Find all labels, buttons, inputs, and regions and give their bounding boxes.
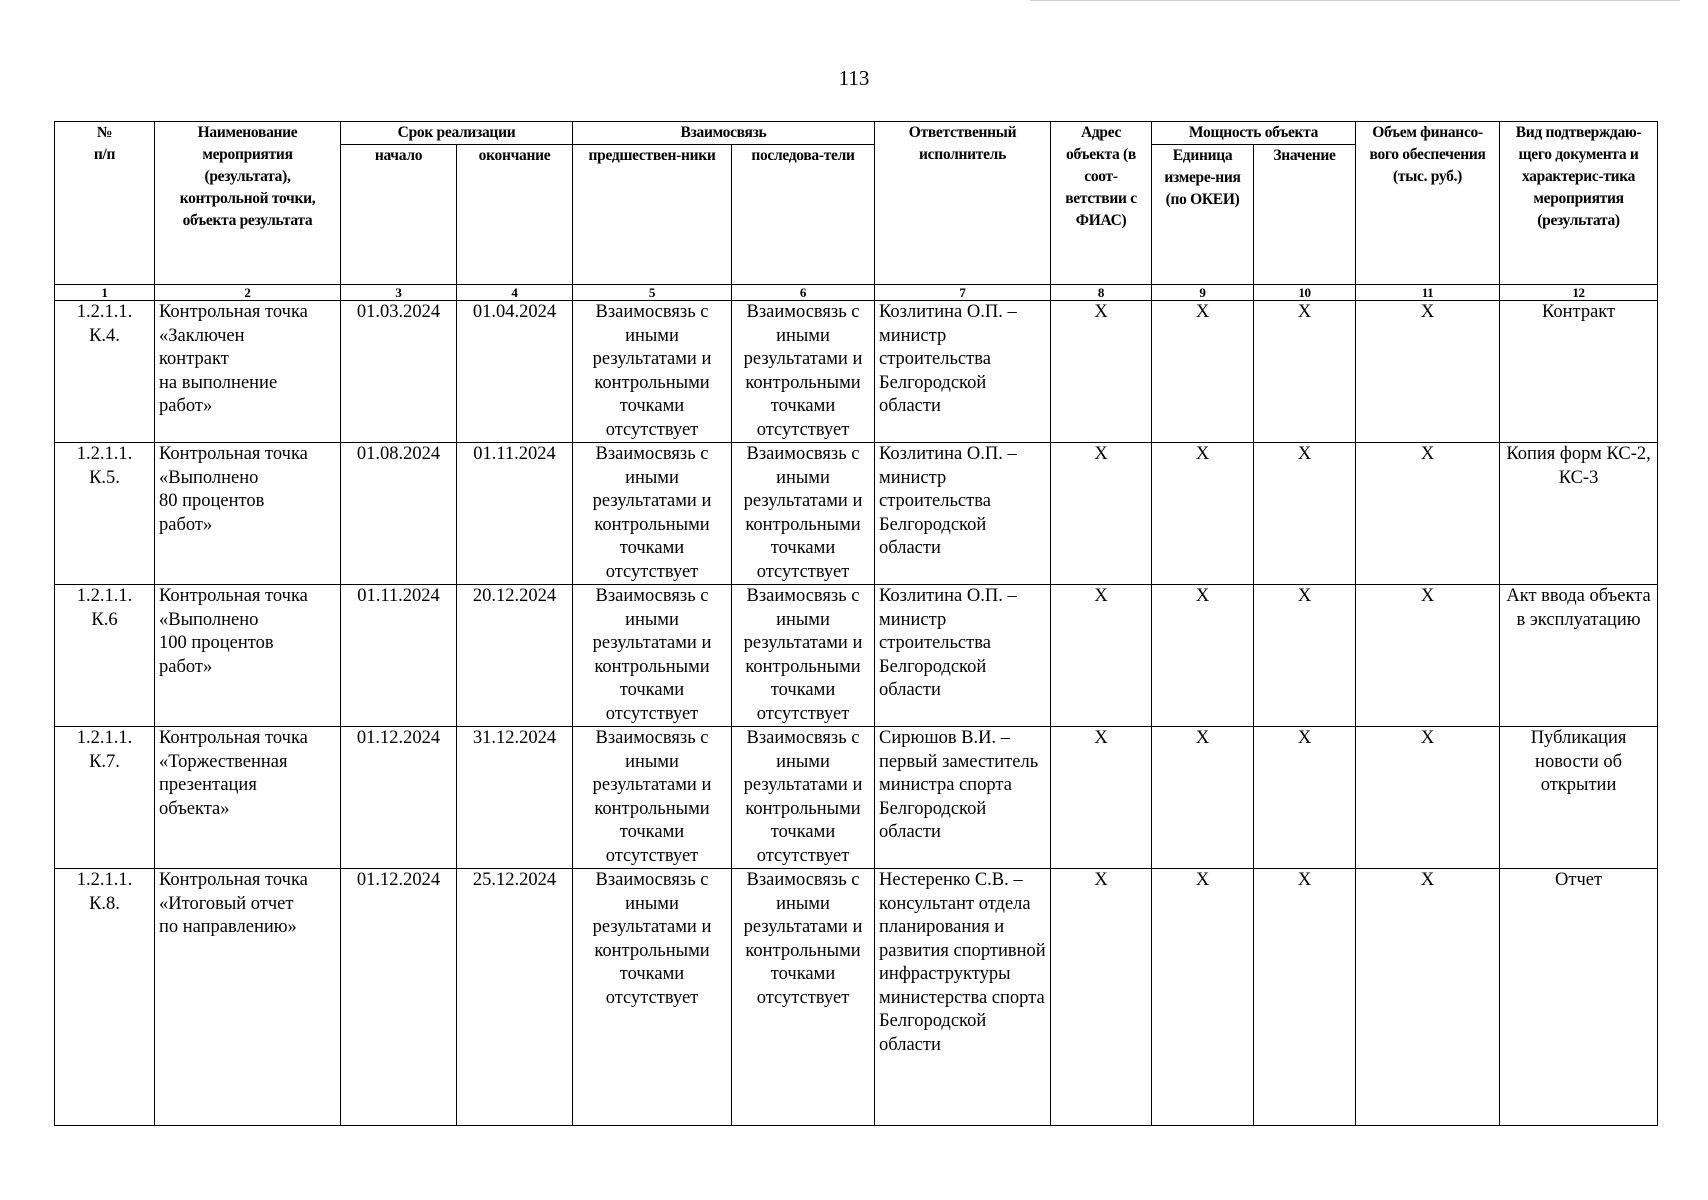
row-predecessors: Взаимосвязь с иными результатами и контрольными точками отсутствует — [573, 585, 732, 727]
row-doc-type: Отчет — [1500, 869, 1658, 1126]
column-number: 4 — [457, 285, 573, 301]
row-start-date: 01.08.2024 — [341, 443, 457, 585]
column-number: 3 — [341, 285, 457, 301]
row-end-date: 01.04.2024 — [457, 301, 573, 443]
header-name: Наименование мероприятия (результата), контрольной точки, объекта результата — [155, 122, 341, 285]
row-executor: Нестеренко С.В. – консультант отдела планирования и развития спортивной инфраструктуры министерства спорта Белгородской области — [875, 869, 1051, 1126]
row-end-date: 31.12.2024 — [457, 727, 573, 869]
row-name: Контрольная точка «Торжественная презентация объекта» — [155, 727, 341, 869]
page-number: 113 — [838, 66, 870, 90]
row-address: X — [1051, 869, 1152, 1126]
row-address: X — [1051, 443, 1152, 585]
column-number: 9 — [1152, 285, 1254, 301]
row-num: 1.2.1.1. К.7. — [55, 727, 155, 869]
header-link-next: последова-тели — [732, 145, 875, 285]
row-num: 1.2.1.1. К.4. — [55, 301, 155, 443]
row-num: 1.2.1.1. К.5. — [55, 443, 155, 585]
header-capacity-group: Мощность объекта — [1152, 122, 1356, 145]
row-num: 1.2.1.1. К.6 — [55, 585, 155, 727]
header-doc-type: Вид подтверждаю-щего документа и характерис-тика мероприятия (результата) — [1500, 122, 1658, 285]
column-number: 8 — [1051, 285, 1152, 301]
header-term-group: Срок реализации — [341, 122, 573, 145]
column-number: 12 — [1500, 285, 1658, 301]
row-unit: X — [1152, 443, 1254, 585]
row-unit: X — [1152, 727, 1254, 869]
row-unit: X — [1152, 301, 1254, 443]
header-capacity-value: Значение — [1254, 145, 1356, 285]
control-points-table — [54, 121, 1658, 1126]
row-end-date: 25.12.2024 — [457, 869, 573, 1126]
row-start-date: 01.03.2024 — [341, 301, 457, 443]
row-finance: X — [1356, 301, 1500, 443]
header-term-start: начало — [341, 145, 457, 285]
header-executor: Ответственный исполнитель — [875, 122, 1051, 285]
row-start-date: 01.11.2024 — [341, 585, 457, 727]
row-value: X — [1254, 585, 1356, 727]
header-capacity-unit: Единица измере-ния (по ОКЕИ) — [1152, 145, 1254, 285]
row-predecessors: Взаимосвязь с иными результатами и контрольными точками отсутствует — [573, 443, 732, 585]
header-term-end: окончание — [457, 145, 573, 285]
header-row-group — [55, 122, 1658, 145]
row-successors: Взаимосвязь с иными результатами и контрольными точками отсутствует — [732, 585, 875, 727]
row-unit: X — [1152, 585, 1254, 727]
row-successors: Взаимосвязь с иными результатами и контрольными точками отсутствует — [732, 869, 875, 1126]
row-predecessors: Взаимосвязь с иными результатами и контрольными точками отсутствует — [573, 727, 732, 869]
column-number: 10 — [1254, 285, 1356, 301]
row-end-date: 20.12.2024 — [457, 585, 573, 727]
row-address: X — [1051, 301, 1152, 443]
column-number: 1 — [55, 285, 155, 301]
row-address: X — [1051, 727, 1152, 869]
row-name: Контрольная точка «Выполнено 100 процентов работ» — [155, 585, 341, 727]
row-unit: X — [1152, 869, 1254, 1126]
row-finance: X — [1356, 443, 1500, 585]
row-executor: Козлитина О.П. – министр строительства Белгородской области — [875, 585, 1051, 727]
header-link-group: Взаимосвязь — [573, 122, 875, 145]
row-successors: Взаимосвязь с иными результатами и контрольными точками отсутствует — [732, 443, 875, 585]
row-value: X — [1254, 727, 1356, 869]
row-end-date: 01.11.2024 — [457, 443, 573, 585]
row-finance: X — [1356, 727, 1500, 869]
table-row — [55, 869, 1658, 1126]
header-link-prev: предшествен-ники — [573, 145, 732, 285]
table-row — [55, 443, 1658, 585]
column-number: 2 — [155, 285, 341, 301]
row-name: Контрольная точка «Выполнено 80 процентов работ» — [155, 443, 341, 585]
row-value: X — [1254, 301, 1356, 443]
column-number: 6 — [732, 285, 875, 301]
row-start-date: 01.12.2024 — [341, 869, 457, 1126]
row-successors: Взаимосвязь с иными результатами и контрольными точками отсутствует — [732, 301, 875, 443]
top-edge-rule — [1030, 0, 1680, 4]
row-num: 1.2.1.1. К.8. — [55, 869, 155, 1126]
column-number-row — [55, 285, 1658, 301]
row-doc-type: Публикация новости об открытии — [1500, 727, 1658, 869]
table-row — [55, 585, 1658, 727]
row-value: X — [1254, 443, 1356, 585]
table-row — [55, 727, 1658, 869]
row-name: Контрольная точка «Заключен контракт на выполнение работ» — [155, 301, 341, 443]
row-executor: Козлитина О.П. – министр строительства Белгородской области — [875, 301, 1051, 443]
header-finance: Объем финансо-вого обеспечения (тыс. руб.) — [1356, 122, 1500, 285]
row-doc-type: Контракт — [1500, 301, 1658, 443]
row-value: X — [1254, 869, 1356, 1126]
row-finance: X — [1356, 869, 1500, 1126]
column-number: 11 — [1356, 285, 1500, 301]
row-predecessors: Взаимосвязь с иными результатами и контрольными точками отсутствует — [573, 301, 732, 443]
row-address: X — [1051, 585, 1152, 727]
column-number: 7 — [875, 285, 1051, 301]
table-row — [55, 301, 1658, 443]
row-doc-type: Акт ввода объекта в эксплуатацию — [1500, 585, 1658, 727]
row-successors: Взаимосвязь с иными результатами и контрольными точками отсутствует — [732, 727, 875, 869]
header-address: Адрес объекта (в соот-ветствии с ФИАС) — [1051, 122, 1152, 285]
row-doc-type: Копия форм КС-2, КС-3 — [1500, 443, 1658, 585]
row-finance: X — [1356, 585, 1500, 727]
row-executor: Козлитина О.П. – министр строительства Белгородской области — [875, 443, 1051, 585]
row-start-date: 01.12.2024 — [341, 727, 457, 869]
row-name: Контрольная точка «Итоговый отчет по направлению» — [155, 869, 341, 1126]
row-predecessors: Взаимосвязь с иными результатами и контрольными точками отсутствует — [573, 869, 732, 1126]
column-number: 5 — [573, 285, 732, 301]
header-num: № п/п — [55, 122, 155, 285]
row-executor: Сирюшов В.И. – первый заместитель министра спорта Белгородской области — [875, 727, 1051, 869]
